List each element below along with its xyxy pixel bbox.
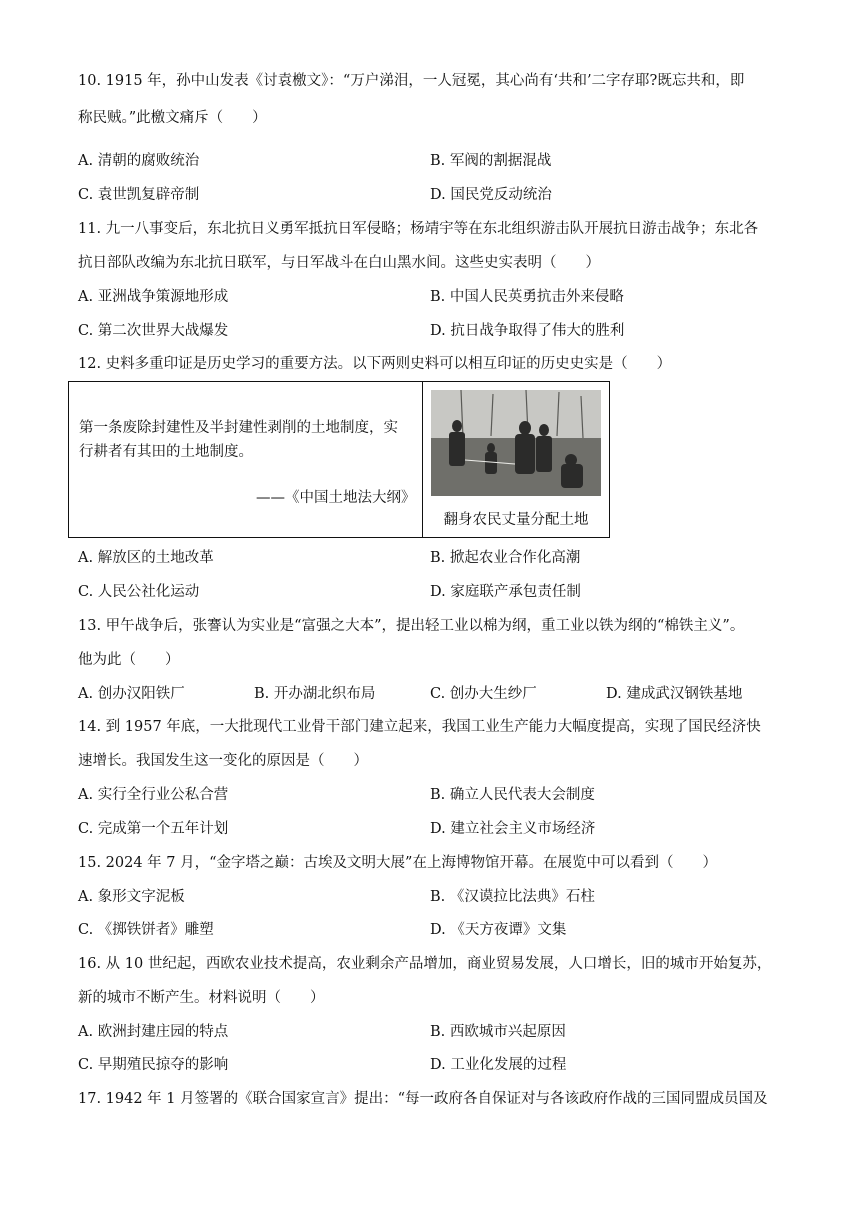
- q16-option-d: D. 工业化发展的过程: [430, 1057, 567, 1073]
- q13-option-c: C. 创办大生纱厂: [430, 686, 537, 702]
- q10-option-d: D. 国民党反动统治: [430, 187, 552, 203]
- q14-stem-line2: 速增长。我国发生这一变化的原因是（ ）: [78, 753, 368, 769]
- q15-option-b: B. 《汉谟拉比法典》石柱: [430, 889, 595, 905]
- q10-stem-line2: 称民贼。”此檄文痛斥（ ）: [78, 110, 267, 126]
- q13-stem-line2: 他为此（ ）: [78, 652, 180, 668]
- q12-source-ref: ——《中国土地法大纲》: [256, 490, 416, 506]
- q15-stem: 15. 2024 年 7 月，“金字塔之巅：古埃及文明大展”在上海博物馆开幕。在展览中可以看到（ ）: [78, 855, 717, 871]
- q12-source-text: 第一条废除封建性及半封建性剥削的土地制度，实行耕者有其田的土地制度。: [79, 420, 398, 460]
- q14-option-a: A. 实行全行业公私合营: [78, 787, 229, 803]
- q12-option-d: D. 家庭联产承包责任制: [430, 584, 581, 600]
- q11-option-c: C. 第二次世界大战爆发: [78, 323, 229, 339]
- q15-option-c: C. 《掷铁饼者》雕塑: [78, 922, 214, 938]
- q11-option-d: D. 抗日战争取得了伟大的胜利: [430, 323, 625, 339]
- q16-option-b: B. 西欧城市兴起原因: [430, 1024, 566, 1040]
- q15-option-a: A. 象形文字泥板: [78, 889, 185, 905]
- q10-option-b: B. 军阀的割据混战: [430, 153, 552, 169]
- q10-option-c: C. 袁世凯复辟帝制: [78, 187, 200, 203]
- q13-option-d: D. 建成武汉钢铁基地: [606, 686, 743, 702]
- q12-option-a: A. 解放区的土地改革: [78, 550, 214, 566]
- q12-option-b: B. 掀起农业合作化高潮: [430, 550, 581, 566]
- q17-stem-line1: 17. 1942 年 1 月签署的《联合国家宣言》提出：“每一政府各自保证对与各该政府作战的三国同盟成员国及: [78, 1091, 768, 1107]
- q12-option-c: C. 人民公社化运动: [78, 584, 200, 600]
- q16-stem-line2: 新的城市不断产生。材料说明（ ）: [78, 990, 325, 1006]
- q11-stem-line1: 11. 九一八事变后，东北抗日义勇军抵抗日军侵略；杨靖宇等在东北组织游击队开展抗日游击战争；东北各: [78, 221, 759, 237]
- q12-stem: 12. 史料多重印证是历史学习的重要方法。以下两则史料可以相互印证的历史史实是（ ）: [78, 356, 672, 372]
- q14-option-b: B. 确立人民代表大会制度: [430, 787, 595, 803]
- q12-source-table: [68, 381, 610, 538]
- q14-option-c: C. 完成第一个五年计划: [78, 821, 229, 837]
- q12-photo-caption: 翻身农民丈量分配土地: [443, 512, 589, 528]
- q11-stem-line2: 抗日部队改编为东北抗日联军，与日军战斗在白山黑水间。这些史实表明（ ）: [78, 255, 600, 271]
- q16-option-c: C. 早期殖民掠夺的影响: [78, 1057, 229, 1073]
- q10-option-a: A. 清朝的腐败统治: [78, 153, 200, 169]
- q14-option-d: D. 建立社会主义市场经济: [430, 821, 596, 837]
- farmers-measuring-land-photo: [431, 390, 601, 496]
- q11-option-a: A. 亚洲战争策源地形成: [78, 289, 229, 305]
- q13-stem-line1: 13. 甲午战争后，张謇认为实业是“富强之大本”，提出轻工业以棉为纲，重工业以铁为纲的“棉铁主义”。: [78, 618, 745, 634]
- q16-stem-line1: 16. 从 10 世纪起，西欧农业技术提高，农业剩余产品增加，商业贸易发展，人口增长，旧的城市开始复苏，: [78, 956, 772, 972]
- q13-option-b: B. 开办湖北织布局: [254, 686, 376, 702]
- q11-option-b: B. 中国人民英勇抗击外来侵略: [430, 289, 624, 305]
- q16-option-a: A. 欧洲封建庄园的特点: [78, 1024, 229, 1040]
- q14-stem-line1: 14. 到 1957 年底，一大批现代工业骨干部门建立起来，我国工业生产能力大幅度提高，实现了国民经济快: [78, 719, 761, 735]
- q10-stem-line1: 10. 1915 年，孙中山发表《讨袁檄文》：“万户涕泪，一人冠冕，其心尚有‘共和’二字存耶?既忘共和，即: [78, 73, 745, 89]
- q15-option-d: D. 《天方夜谭》文集: [430, 922, 567, 938]
- q13-option-a: A. 创办汉阳铁厂: [78, 686, 185, 702]
